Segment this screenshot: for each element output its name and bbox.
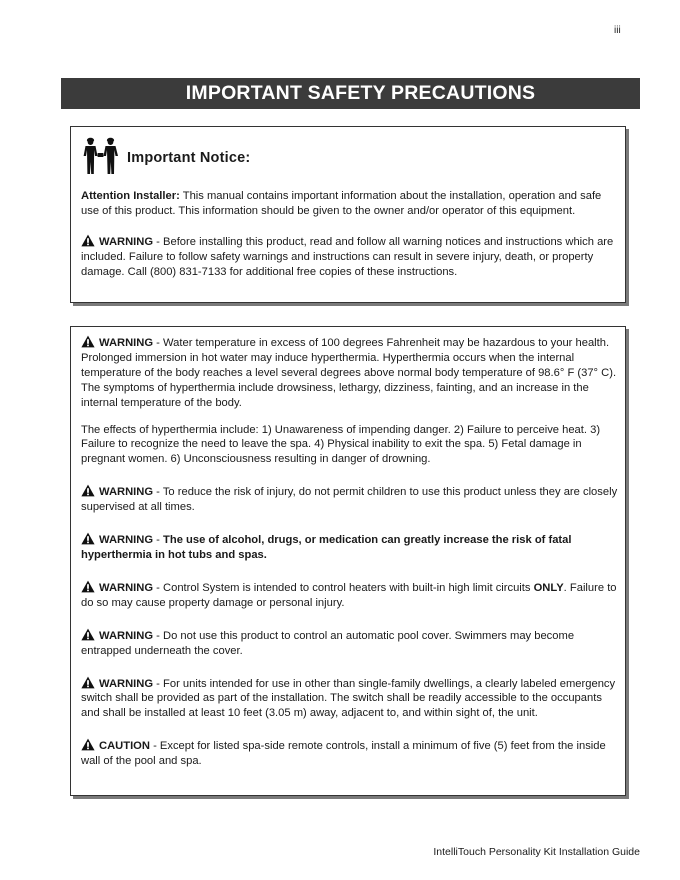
warning-text: - To reduce the risk of injury, do not permit children to use this product unless they are closely supervised at all times.: [81, 486, 618, 514]
page-number: iii: [614, 25, 621, 36]
warning-text-after: . Failure to do so may cause property damage or personal injury.: [81, 581, 617, 609]
important-notice-box: [70, 126, 626, 303]
warning-control-system: [81, 580, 619, 611]
warning-icon: [81, 532, 95, 545]
attention-paragraph: [81, 189, 617, 219]
notice-title: Important Notice:: [127, 150, 251, 166]
warning-pool-cover: [81, 628, 619, 659]
warning-label: WARNING: [99, 235, 154, 248]
section-banner: IMPORTANT SAFETY PRECAUTIONS: [61, 78, 640, 109]
page-footer: IntelliTouch Personality Kit Installation Guide: [433, 846, 640, 858]
warning-children: [81, 484, 619, 515]
warning-text: - Water temperature in excess of 100 degrees Fahrenheit may be hazardous to your health. Prolonged immersion in hot water may induce hyperthermia. Hyperthermia occurs when the internal temperature of the body reaches a level several degrees above normal body temperature of 98.6° F (37° C). The symptoms of hyperthermia include drowsiness, lethargy, dizziness, fainting, and an increase in the internal temperature of the body.: [81, 337, 617, 409]
installer-people-icon: [81, 135, 121, 175]
warning-text: - For units intended for use in other than single-family dwellings, a clearly labeled emergency switch shall be provided as part of the installation. The switch shall be readily accessible to the occupants and shall be installed at least 10 feet (3.05 m) away, adjacent to, and within sight of, the unit.: [81, 677, 616, 720]
caution-label: CAUTION: [99, 740, 150, 753]
attention-label: Attention Installer:: [81, 190, 180, 202]
notice-header: [81, 133, 617, 177]
warning-label: WARNING: [99, 337, 154, 349]
warning-emergency-switch: [81, 676, 619, 722]
warning-emphasis: ONLY: [533, 581, 564, 594]
warning-icon: [81, 580, 95, 593]
hyperthermia-effects: The effects of hyperthermia include: 1) Unawareness of impending danger. 2) Failure to perceive heat. 3) Failure to recognize the need to leave the spa. 4) Physical inability to exit the spa. 5) Fetal damage in pregnant women. 6) Unconsciousness resulting in danger of drowning.: [81, 423, 601, 466]
warning-icon: [81, 234, 95, 247]
attention-text: This manual contains important information about the installation, operation and safe use of this product. This information should be given to the owner and/or operator of this equipment.: [81, 190, 602, 217]
warning-label: WARNING: [99, 581, 154, 594]
warning-text: - Control System is intended to control heaters with built-in high limit circuits: [153, 581, 534, 594]
warning-label: WARNING: [99, 629, 154, 642]
warning-text: - Before installing this product, read and follow all warning notices and instructions which are included. Failure to follow safety warnings and instructions can result in severe injury, death, or property damage. Call (800) 831-7133 for additional free copies of these instructions.: [81, 235, 614, 278]
caution-remote-controls: [81, 738, 619, 769]
warning-label: WARNING: [99, 486, 154, 499]
warning-hyperthermia: [81, 335, 619, 411]
warning-icon: [81, 676, 95, 689]
warning-separator: -: [153, 534, 164, 547]
warning-icon: [81, 738, 95, 751]
warning-text: - Do not use this product to control an automatic pool cover. Swimmers may become entrapped underneath the cover.: [81, 629, 575, 657]
warning-text: The use of alcohol, drugs, or medication can greatly increase the risk of fatal hyperthermia in hot tubs and spas.: [81, 534, 572, 561]
warning-icon: [81, 335, 95, 348]
warning-icon: [81, 628, 95, 641]
warning-icon: [81, 484, 95, 497]
warning-label: WARNING: [99, 534, 154, 547]
notice-warning-paragraph: [81, 234, 617, 280]
warning-alcohol: [81, 532, 619, 563]
warning-label: WARNING: [99, 677, 154, 690]
warnings-box: [70, 326, 626, 796]
caution-text: - Except for listed spa-side remote controls, install a minimum of five (5) feet from the inside wall of the pool and spa.: [81, 740, 606, 768]
